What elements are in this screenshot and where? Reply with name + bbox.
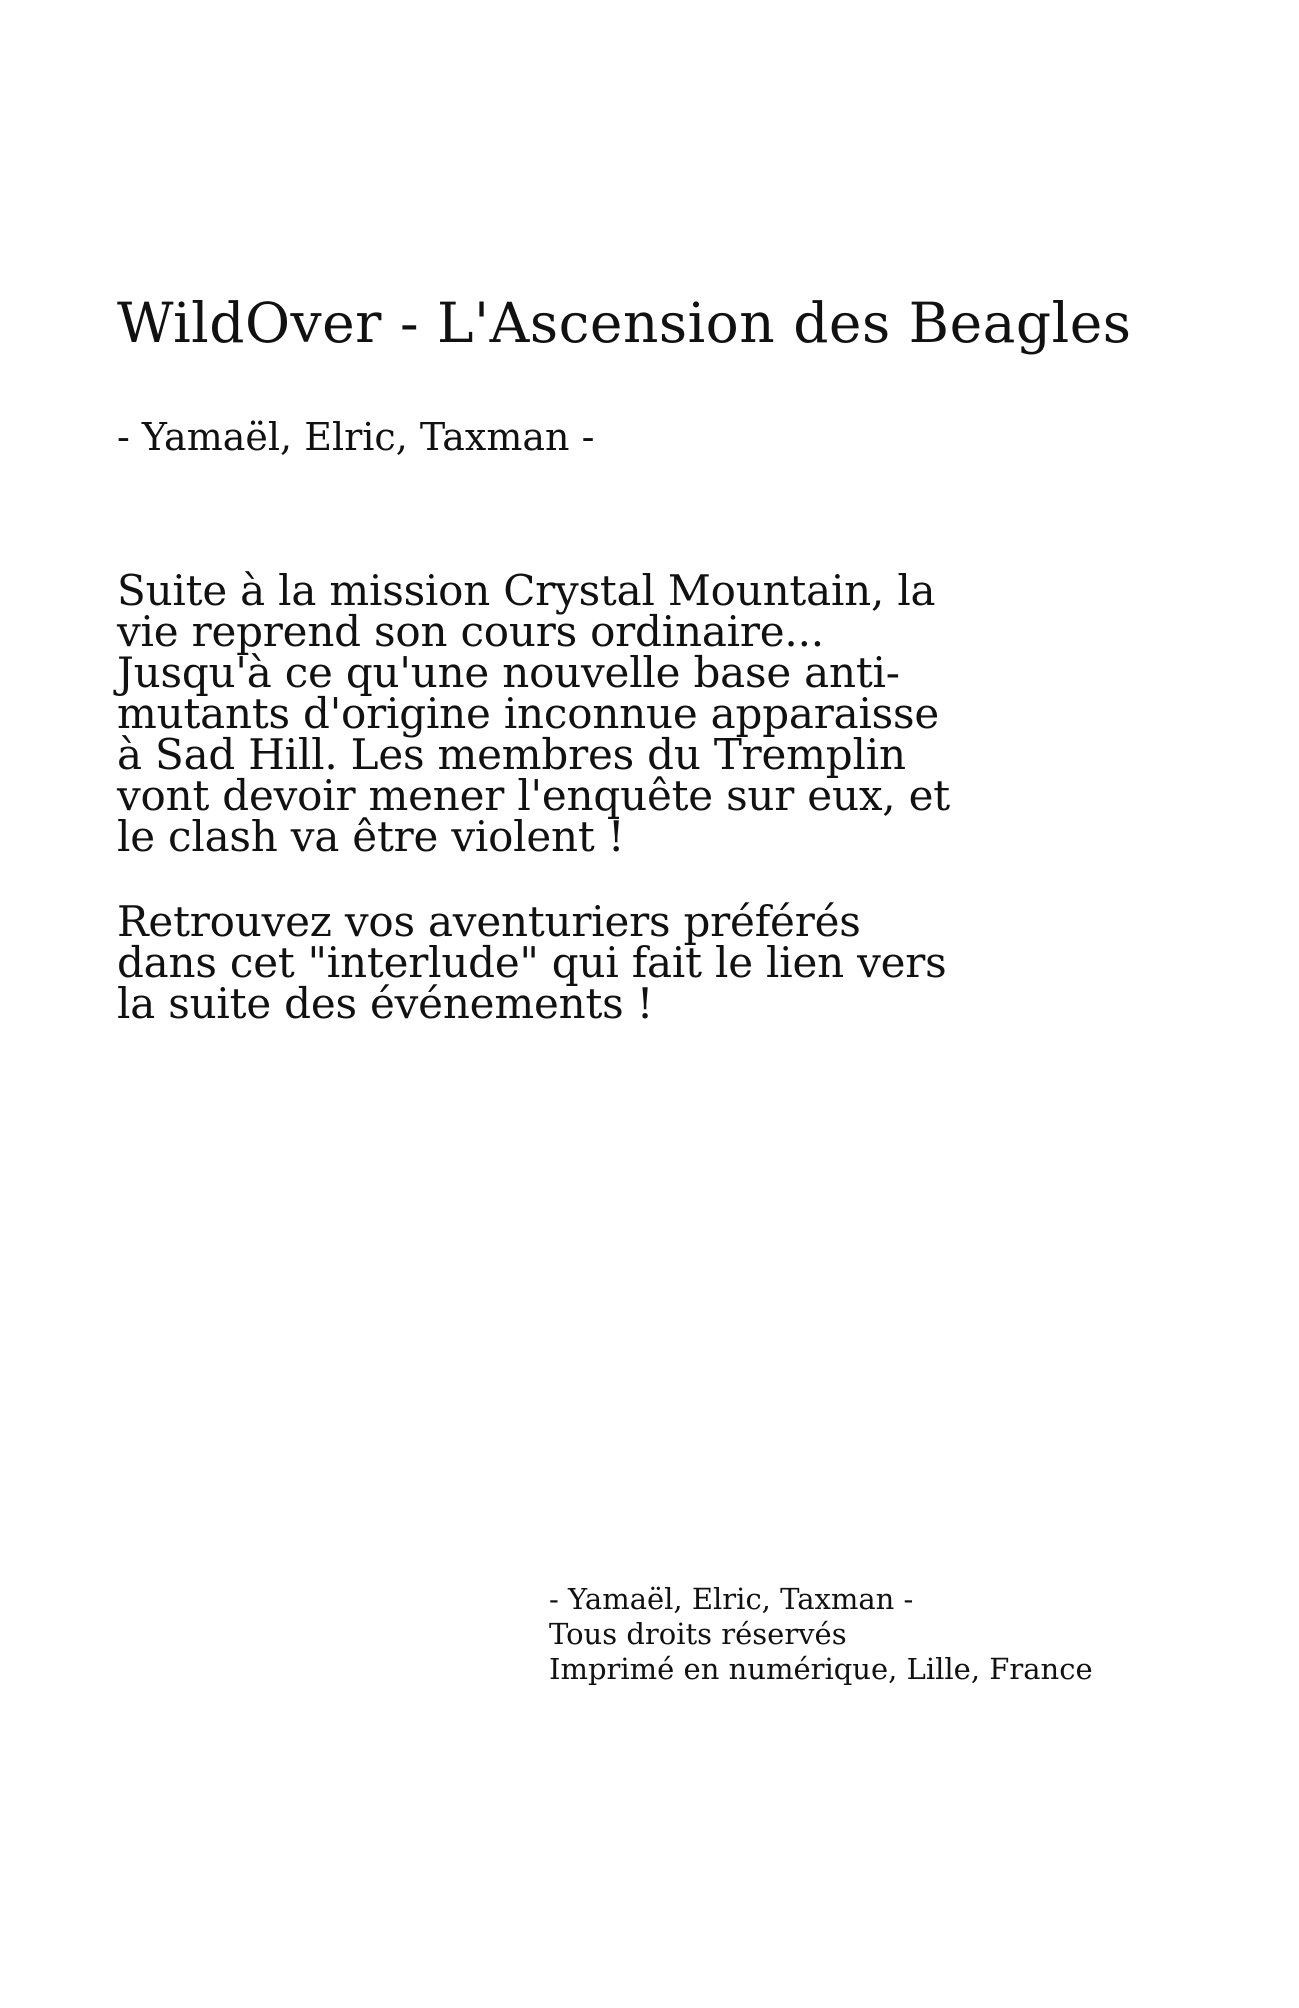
blurb-line: le clash va être violent !	[117, 812, 625, 861]
blurb-line: vie reprend son cours ordinaire...	[117, 607, 824, 656]
blurb-line: Retrouvez vos aventuriers préférés	[117, 897, 861, 946]
colophon	[549, 1582, 1093, 1687]
blurb	[117, 566, 977, 1068]
blurb-line: Jusqu'à ce qu'une nouvelle base anti-	[117, 648, 900, 697]
colophon-authors: - Yamaël, Elric, Taxman -	[549, 1582, 914, 1616]
book-title: WildOver - L'Ascension des Beagles	[117, 291, 1132, 355]
blurb-line: vont devoir mener l'enquête sur eux, et	[117, 771, 950, 820]
colophon-rights: Tous droits réservés	[549, 1617, 847, 1651]
blurb-line: dans cet "interlude" qui fait le lien vers	[117, 938, 947, 987]
blurb-paragraph-1	[117, 566, 977, 861]
blurb-line: à Sad Hill. Les membres du Tremplin	[117, 730, 906, 779]
blurb-paragraph-2	[117, 897, 977, 1028]
blurb-line: Suite à la mission Crystal Mountain, la	[117, 566, 936, 615]
authors-line: - Yamaël, Elric, Taxman -	[117, 415, 595, 459]
blurb-line: la suite des événements !	[117, 979, 654, 1028]
blurb-line: mutants d'origine inconnue apparaisse	[117, 689, 940, 738]
colophon-printing: Imprimé en numérique, Lille, France	[549, 1652, 1093, 1686]
